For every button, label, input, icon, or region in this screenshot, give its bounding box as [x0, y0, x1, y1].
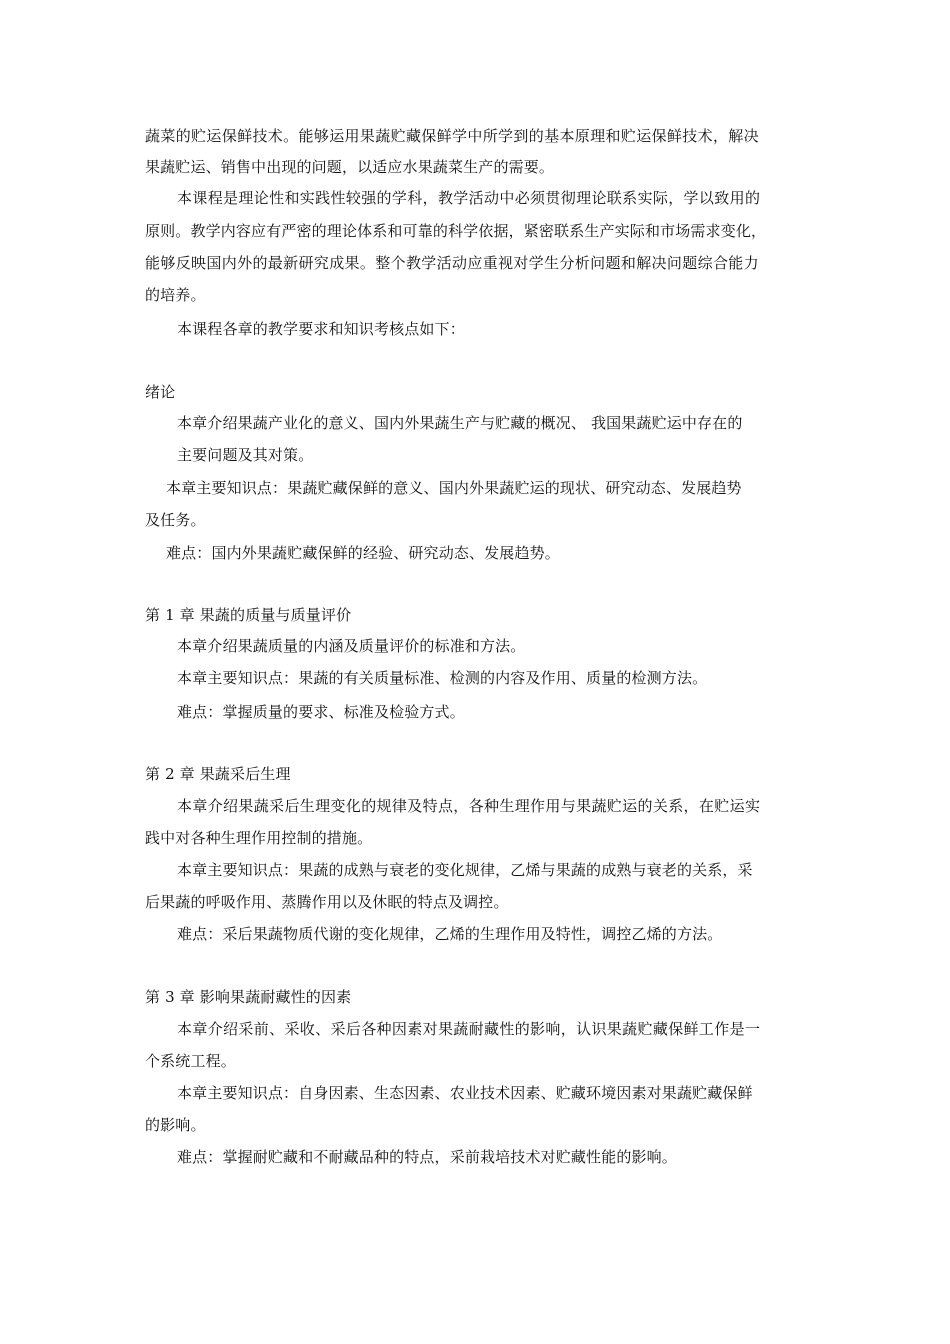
intro-chapter-desc-line-2: 主要问题及其对策。	[177, 446, 314, 464]
intro-paragraph-2-line-3: 能够反映国内外的最新研究成果。整个教学活动应重视对学生分析问题和解决问题综合能力	[145, 254, 760, 272]
intro-paragraph-1-line-1: 蔬菜的贮运保鲜技术。能够运用果蔬贮藏保鲜学中所学到的基本原理和贮运保鲜技术，解决	[145, 127, 760, 145]
section-heading-chapter-3: 第 3 章 影响果蔬耐藏性的因素	[145, 988, 352, 1006]
chapter-2-desc-line-1: 本章介绍果蔬采后生理变化的规律及特点，各种生理作用与果蔬贮运的关系，在贮运实	[177, 797, 761, 815]
section-heading-chapter-2: 第 2 章 果蔬采后生理	[145, 765, 291, 783]
chapter-3-desc-line-2: 个系统工程。	[145, 1052, 236, 1070]
chapter-3-points-line-2: 的影响。	[145, 1116, 206, 1134]
intro-chapter-desc-line-1: 本章介绍果蔬产业化的意义、国内外果蔬生产与贮藏的概况、 我国果蔬贮运中存在的	[177, 414, 743, 432]
chapter-3-desc-line-1: 本章介绍采前、采收、采后各种因素对果蔬耐藏性的影响，认识果蔬贮藏保鲜工作是一	[177, 1020, 761, 1038]
chapter-2-points-line-1: 本章主要知识点：果蔬的成熟与衰老的变化规律，乙烯与果蔬的成熟与衰老的关系，采	[177, 861, 753, 879]
section-heading-chapter-1: 第 1 章 果蔬的质量与质量评价	[145, 606, 352, 624]
intro-chapter-difficulty: 难点：国内外果蔬贮藏保鲜的经验、研究动态、发展趋势。	[166, 544, 560, 562]
intro-paragraph-2-line-1: 本课程是理论性和实践性较强的学科，教学活动中必须贯彻理论联系实际，学以致用的	[177, 189, 761, 207]
intro-paragraph-1-line-2: 果蔬贮运、销售中出现的问题，以适应水果蔬菜生产的需要。	[145, 158, 555, 176]
chapter-1-desc: 本章介绍果蔬质量的内涵及质量评价的标准和方法。	[177, 637, 526, 655]
chapter-2-desc-line-2: 践中对各种生理作用控制的措施。	[145, 829, 373, 847]
chapter-1-difficulty: 难点：掌握质量的要求、标准及检验方式。	[177, 703, 465, 721]
chapter-3-difficulty: 难点：掌握耐贮藏和不耐藏品种的特点，采前栽培技术对贮藏性能的影响。	[177, 1148, 677, 1166]
section-heading-intro: 绪论	[145, 383, 176, 401]
intro-chapter-points-line-1: 本章主要知识点：果蔬贮藏保鲜的意义、国内外果蔬贮运的现状、研究动态、发展趋势	[166, 479, 742, 497]
chapter-3-points-line-1: 本章主要知识点：自身因素、生态因素、农业技术因素、贮藏环境因素对果蔬贮藏保鲜	[177, 1084, 753, 1102]
intro-chapter-points-line-2: 及任务。	[145, 511, 206, 529]
chapter-2-points-line-2: 后果蔬的呼吸作用、蒸腾作用以及休眠的特点及调控。	[145, 893, 509, 911]
intro-paragraph-3: 本课程各章的教学要求和知识考核点如下：	[177, 320, 465, 338]
chapter-1-points: 本章主要知识点：果蔬的有关质量标准、检测的内容及作用、质量的检测方法。	[177, 669, 708, 687]
intro-paragraph-2-line-2: 原则。教学内容应有严密的理论体系和可靠的科学依据，紧密联系生产实际和市场需求变化，	[145, 222, 767, 240]
chapter-2-difficulty: 难点：采后果蔬物质代谢的变化规律，乙烯的生理作用及特性，调控乙烯的方法。	[177, 925, 723, 943]
intro-paragraph-2-line-4: 的培养。	[145, 286, 206, 304]
